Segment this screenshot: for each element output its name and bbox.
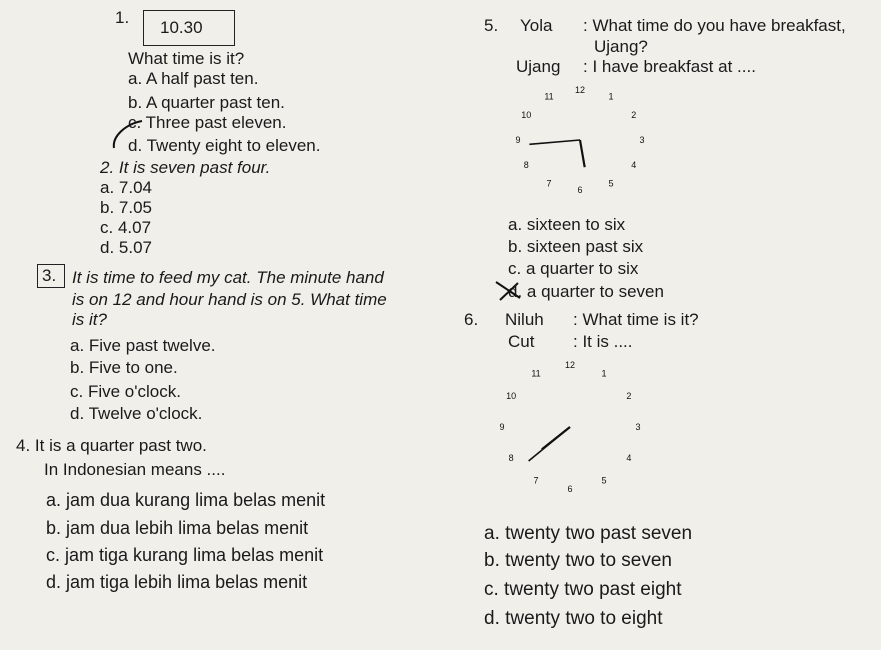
q5-line3: : I have breakfast at .... (583, 57, 756, 76)
clock-number: 3 (639, 135, 645, 145)
q6-option-c[interactable]: c. twenty two past eight (484, 579, 682, 600)
clock-number: 2 (626, 391, 632, 401)
q6-speaker1: Niluh (505, 310, 544, 329)
clock-number: 5 (601, 475, 607, 486)
clock-number: 5 (608, 178, 614, 189)
clock-number: 11 (531, 368, 541, 379)
q3-option-a[interactable]: a. Five past twelve. (70, 336, 216, 355)
q6-option-a[interactable]: a. twenty two past seven (484, 523, 693, 544)
q6-number: 6. (464, 310, 479, 329)
q2-option-c[interactable]: c. 4.07 (100, 218, 152, 237)
q6-line1: : What time is it? (573, 310, 699, 329)
q2-question: 2. It is seven past four. (100, 158, 271, 177)
q4-option-b[interactable]: b. jam dua lebih lima belas menit (46, 518, 309, 538)
clock1-minute-hand (529, 140, 580, 144)
q3-line3: is it? (72, 310, 107, 329)
clock-number: 6 (577, 185, 583, 195)
clock-number: 1 (608, 91, 614, 102)
q5-line1: : What time do you have breakfast, (583, 16, 846, 35)
q6-option-b[interactable]: b. twenty two to seven (484, 550, 672, 571)
clock1-hour-hand (580, 140, 585, 167)
clock-number: 10 (506, 391, 517, 401)
clock-number: 9 (515, 135, 521, 145)
clock-number: 2 (631, 110, 637, 120)
q5-answer-mark (492, 278, 532, 304)
q1-time: 10.30 (160, 18, 203, 37)
q6-line2: : It is .... (573, 332, 633, 351)
clock-number: 8 (508, 453, 514, 463)
q3-line1: It is time to feed my cat. The minute hand (72, 268, 384, 287)
clock2-hour-hand (542, 427, 570, 449)
q1-option-a[interactable]: a. A half past ten. (128, 69, 259, 88)
q1-option-d[interactable]: d. Twenty eight to eleven. (128, 136, 321, 155)
q2-option-b[interactable]: b. 7.05 (100, 198, 152, 217)
q6-speaker2: Cut (508, 332, 535, 351)
q4-option-d[interactable]: d. jam tiga lebih lima belas menit (46, 572, 308, 592)
q5-speaker2: Ujang (516, 57, 561, 76)
q3-option-b[interactable]: b. Five to one. (70, 358, 178, 377)
q5-number: 5. (484, 16, 499, 35)
q1-question: What time is it? (128, 49, 245, 68)
q3-number: 3. (42, 266, 57, 285)
clock-number: 7 (546, 178, 552, 189)
clock-number: 1 (601, 368, 607, 379)
q5-option-b[interactable]: b. sixteen past six (508, 237, 644, 256)
q5-clock (495, 80, 665, 200)
q6-option-d[interactable]: d. twenty two to eight (484, 608, 663, 629)
q3-option-d[interactable]: d. Twelve o'clock. (70, 404, 203, 423)
q5-line2: Ujang? (594, 37, 648, 56)
q4-option-a[interactable]: a. jam dua kurang lima belas menit (46, 490, 326, 510)
clock-number: 9 (499, 422, 505, 432)
q4-option-c[interactable]: c. jam tiga kurang lima belas menit (46, 545, 324, 565)
q4-question: 4. It is a quarter past two. (16, 436, 207, 455)
clock-number: 11 (544, 91, 554, 102)
q5-option-c[interactable]: c. a quarter to six (508, 259, 639, 278)
clock-number: 7 (533, 475, 539, 486)
clock-number: 6 (567, 484, 573, 494)
q4-line2: In Indonesian means .... (44, 460, 226, 479)
q1-answer-mark (108, 118, 148, 154)
q5-option-d[interactable]: d. a quarter to seven (508, 282, 664, 301)
clock-number: 4 (631, 160, 637, 170)
clock-number: 8 (523, 160, 529, 170)
q1-option-b[interactable]: b. A quarter past ten. (128, 93, 285, 112)
q2-option-a[interactable]: a. 7.04 (100, 178, 152, 197)
q5-speaker1: Yola (520, 16, 553, 35)
q2-option-d[interactable]: d. 5.07 (100, 238, 152, 257)
clock-number: 12 (564, 360, 576, 370)
clock-number: 3 (635, 422, 641, 432)
clock-number: 12 (574, 85, 586, 95)
q5-option-a[interactable]: a. sixteen to six (508, 215, 626, 234)
q1-number: 1. (115, 8, 130, 27)
clock-number: 10 (521, 110, 532, 120)
q6-clock (490, 355, 660, 505)
q1-option-c[interactable]: c. Three past eleven. (128, 113, 287, 132)
q3-option-c[interactable]: c. Five o'clock. (70, 382, 181, 401)
q3-line2: is on 12 and hour hand is on 5. What time (72, 290, 387, 309)
clock-number: 4 (626, 453, 632, 463)
